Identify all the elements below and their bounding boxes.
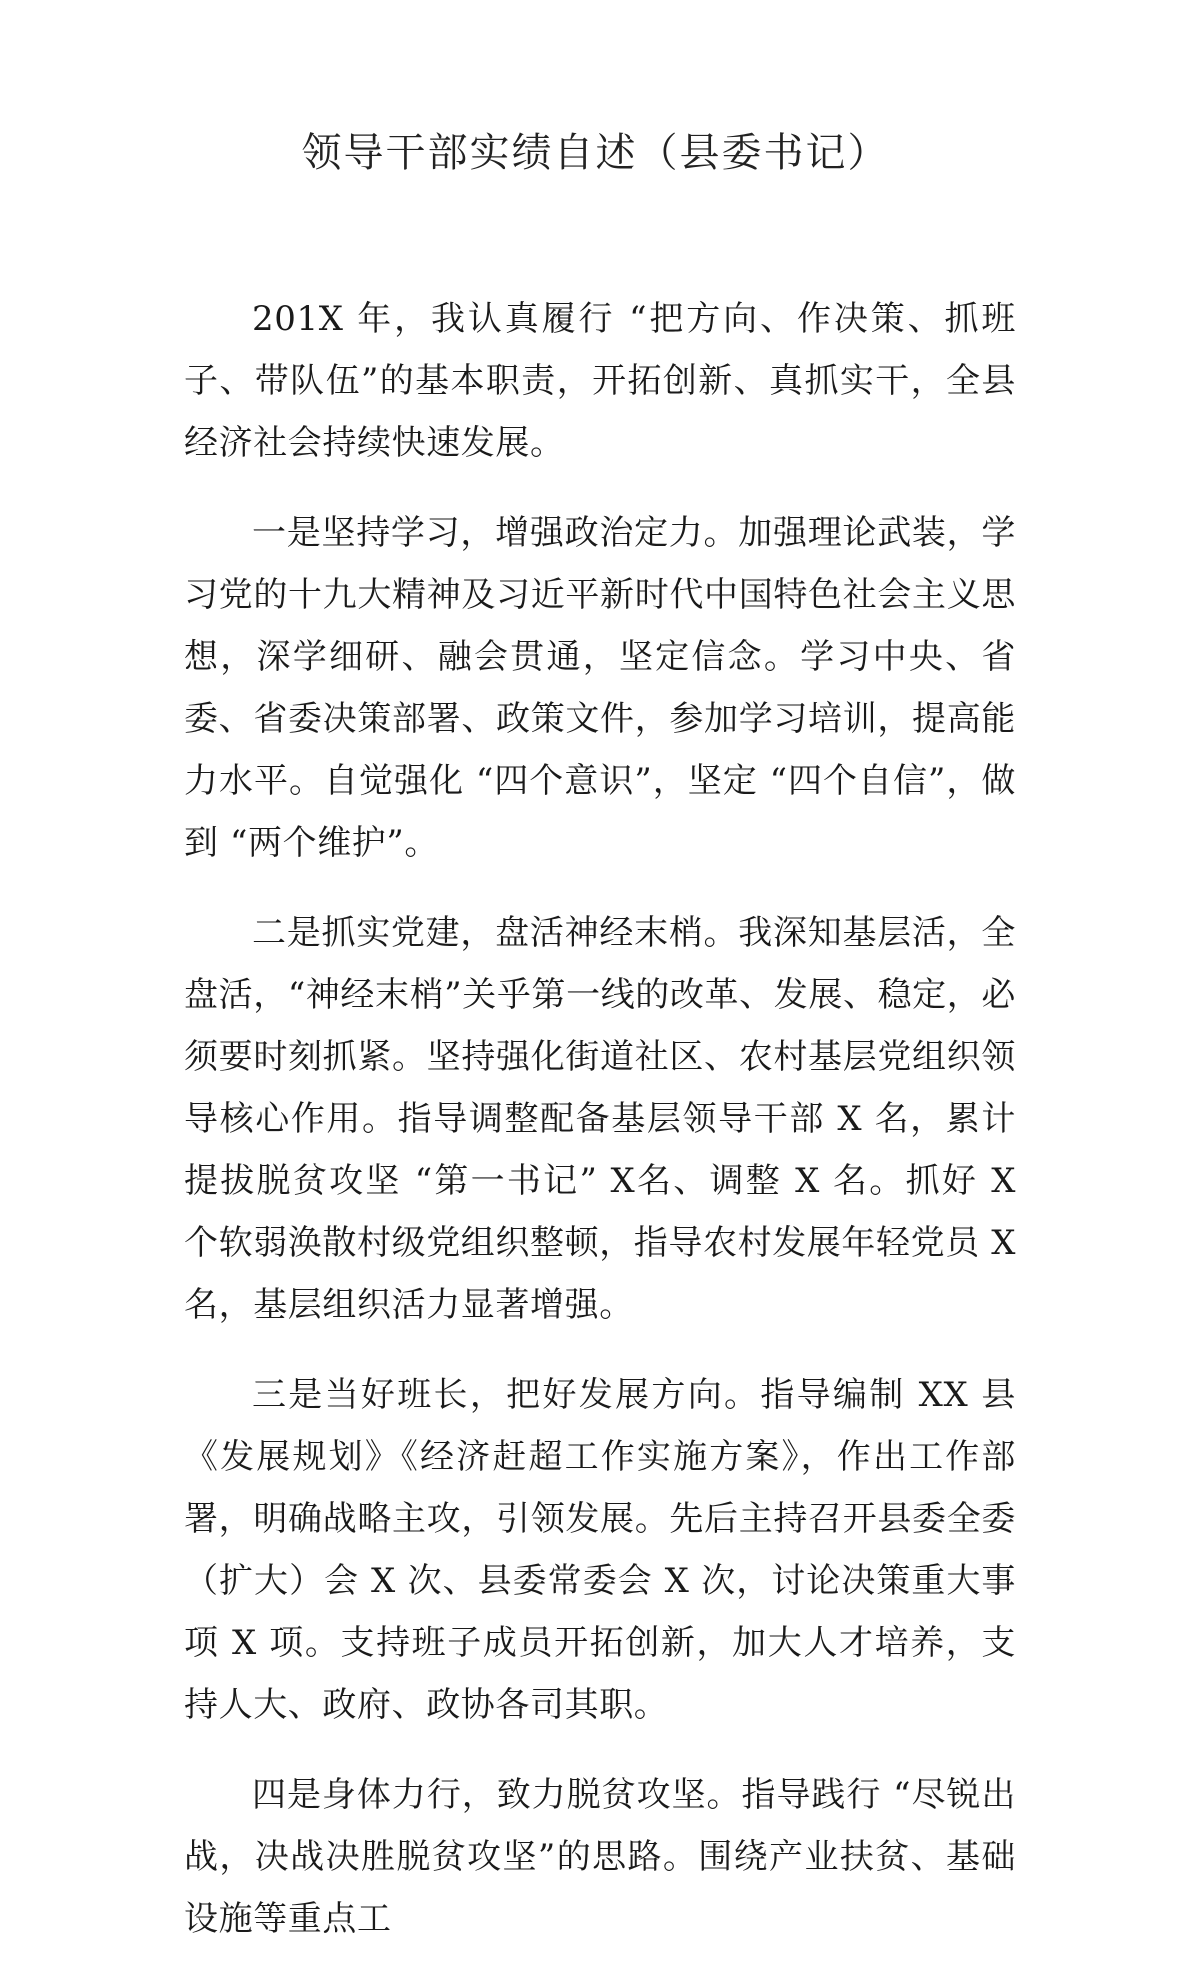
document-body [184,288,1016,1978]
paragraph-intro: 201X 年，我认真履行 “把方向、作决策、抓班子、带队伍”的基本职责，开拓创新、真抓实干，全县经济社会持续快速发展。 [184,299,1016,463]
paragraph-poverty-alleviation: 四是身体力行，致力脱贫攻坚。指导践行 “尽锐出战，决战决胜脱贫攻坚”的思路。围绕产业扶贫、基础设施等重点工 [184,1775,1016,1939]
paragraph-party-building: 二是抓实党建，盘活神经末梢。我深知基层活，全盘活，“神经末梢”关乎第一线的改革、发展、稳定，必须要时刻抓紧。坚持强化街道社区、农村基层党组织领导核心作用。指导调整配备基层领导干部 X 名，累计提拔脱贫攻坚 “第一书记” X名、调整 X 名。抓好 X 个软弱涣散村级党组织整顿，指导农村发展年轻党员 X 名，基层组织活力显著增强。 [184,913,1017,1325]
document-title: 领导干部实绩自述（县委书记） [301,130,890,176]
paragraph-study: 一是坚持学习，增强政治定力。加强理论武装，学习党的十九大精神及习近平新时代中国特色社会主义思想，深学细研、融会贯通，坚定信念。学习中央、省委、省委决策部署、政策文件，参加学习培训，提高能力水平。自觉强化 “四个意识”，坚定 “四个自信”，做到 “两个维护”。 [184,513,1016,863]
paragraph-leadership: 三是当好班长，把好发展方向。指导编制 XX 县《发展规划》《经济赶超工作实施方案》，作出工作部署，明确战略主攻，引领发展。先后主持召开县委全委（扩大）会 X 次、县委常委会 X 次，讨论决策重大事项 X 项。支持班子成员开拓创新，加大人才培养，支持人大、政府、政协各司其职。 [184,1375,1016,1725]
